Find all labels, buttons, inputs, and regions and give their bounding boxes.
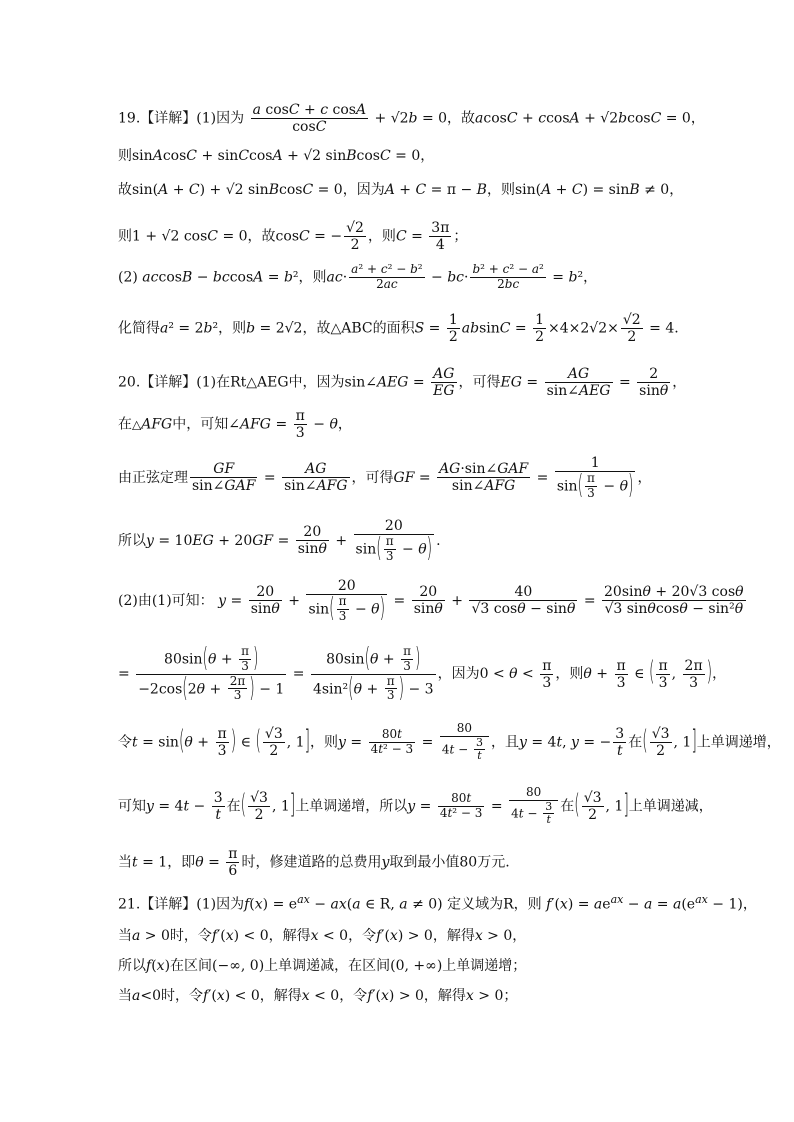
- sol19-line3: 故sin(A + C) + √2 sinBcosC = 0，因为A + C = π − B，则sin(A + C) = sinB ≠ 0，: [118, 182, 684, 198]
- sol19-line5: (2) accosB − bccosA = b²，则ac· $\frac{\text{a² + c² − b²}}{2ac}$ − bc· $\frac{\text{b² + c² − a²}}{2bc}$ = b²，: [118, 262, 598, 291]
- sol21-line1: 21.【详解】(1)因为$f(x) = e^{ax} - ax(a$ ∈ R, a ≠ 0) 定义域为R，则 $f'(x) = ae^{ax} - a = a(e^{ax} - 1)$，: [118, 893, 757, 913]
- sol21-heading: 21.【详解】: [118, 896, 197, 913]
- sol20-line1: 20.【详解】(1)在Rt△AEG中，因为sin∠AEG = $\frac{AG}{EG}$ ，可得EG = $\frac{AG}{\text{sin∠AEG}}$ = $\frac{2}{\sin\theta}$ ，: [118, 366, 687, 400]
- sol20-line9: 当t = 1，即θ = $\frac{\pi}{6}$ 时，修建道路的总费用y取到最小值80万元.: [118, 846, 510, 880]
- sol21-line4: 当a<0时，令f′(x) < 0，解得x < 0，令f′(x) > 0，解得x > 0；: [118, 988, 518, 1004]
- sol20-line2: 在△AFG中，可知∠AFG = $\frac{\pi}{3}$ − θ，: [118, 408, 352, 442]
- sol20-line8: 可知y = 4t − $\frac{3}{t}$ 在( $\frac{√3}{2}$ , 1]上单调递增，所以y = $\frac{80t}{\text{4t² − 3}}$ = 80 4t − $\frac{3}{t}$ 在( $\frac{√3}{2}$ , 1]上单调递减，: [118, 785, 713, 827]
- sol19-line4: 则1 + √2 cosC = 0，故cosC = − $\frac{√2}{2}$ ，则C = $\frac{3\pi}{4}$ ；: [118, 220, 468, 254]
- sol20-heading: 20.【详解】: [118, 374, 197, 391]
- sol20-line3: 由正弦定理 $\frac{GF}{\text{sin∠GAF}}$ = $\frac{AG}{\text{sin∠AFG}}$ ，可得GF = $\frac{\text{AG·sin∠GAF}}{\text{sin∠AFG}}$ = 1 sin( $\frac{\pi}{3}$ − θ) ，: [118, 455, 652, 502]
- sol19-heading: 19.【详解】: [118, 110, 197, 127]
- sol19-line2: 则sinAcosC + sinCcosA + √2 sinBcosC = 0，: [118, 148, 435, 164]
- sol20-line6: = 80sin(θ + $\frac{\pi}{3}$ ) −2cos(2θ + $\frac{2\pi}{3}$ ) − 1 = 80sin(θ + $\frac{\pi}{3}$ ) 4sin²(θ + $\frac{\pi}{3}$ ) − 3 ，因为0 < θ < $\frac{\pi}{3}$ ，则θ + $\frac{\pi}{3}$ ∈ ( $\frac{\pi}{3}$ , $\frac{2\pi}{3}$ )，: [118, 644, 727, 705]
- sol19-line1: 19.【详解】(1)因为 $\frac{\text{a cosC + c cosA}}{\cos C}$ + √2b = 0，故acosC + ccosA + √2bcosC = 0，: [118, 102, 705, 136]
- formula: $\frac{\text{a cosC + c cosA}}{\cos C}$: [252, 102, 367, 136]
- sol21-line2: 当a > 0时，令f′(x) < 0，解得x < 0，令f′(x) > 0，解得x > 0，: [118, 928, 527, 944]
- sol20-line5: (2)由(1)可知： y = $\frac{20}{\sin\theta}$ + 20 sin( $\frac{\pi}{3}$ − θ) = $\frac{20}{\sin\theta}$ + $\frac{40}{√3 \cos\theta - \sin\theta}$ = $\frac{20\sin\theta + 20√3 \cos\theta}{\text{√3 sinθcosθ − sin²θ}}$: [118, 578, 744, 625]
- sol19-line6: 化简得a² = 2b²，则b = 2√2，故△ABC的面积S = $\frac{1}{2}$ absinC = $\frac{1}{2}$ ×4×2√2× $\frac{√2}{2}$ = 4.: [118, 312, 679, 346]
- sol21-line3: 所以f(x)在区间(−∞, 0)上单调递减，在区间(0, +∞)上单调递增；: [118, 958, 527, 974]
- sol20-line4: 所以y = 10EG + 20GF = $\frac{20}{\sin\theta}$ + 20 sin( $\frac{\pi}{3}$ − θ) .: [118, 518, 441, 565]
- sol20-line7: 令t = sin(θ + $\frac{\pi}{3}$ ) ∈ ( $\frac{√3}{2}$ , 1]，则y = $\frac{80t}{\text{4t² − 3}}$ = 80 4t − $\frac{3}{t}$ ，且y = 4t, y = − $\frac{3}{t}$ 在( $\frac{√3}{2}$ , 1]上单调递增，: [118, 721, 781, 763]
